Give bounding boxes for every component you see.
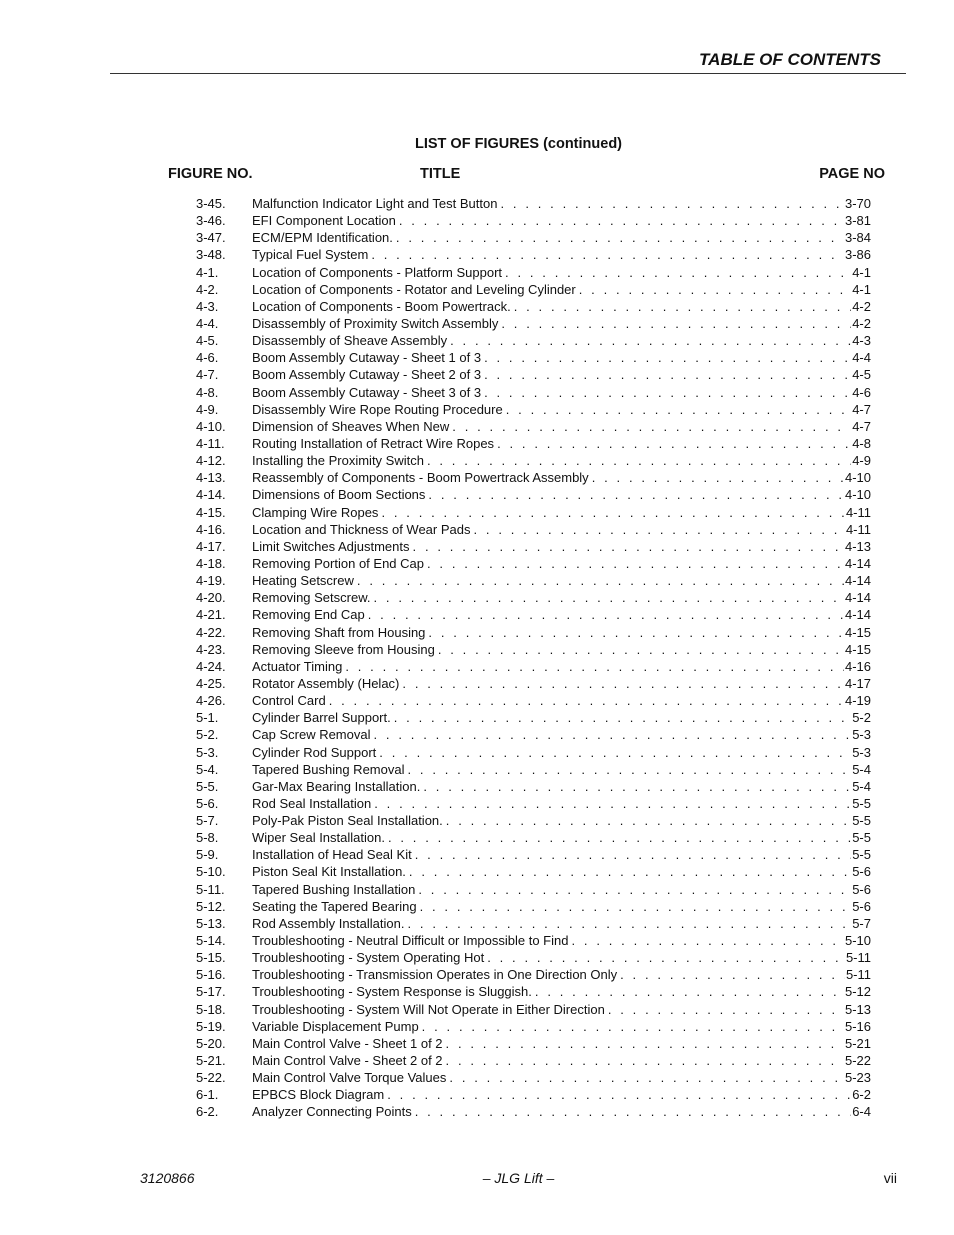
figure-title: Removing End Cap bbox=[252, 607, 365, 623]
dot-leader bbox=[481, 349, 851, 366]
figure-entry[interactable] bbox=[196, 1052, 871, 1069]
figure-page: 5-13 bbox=[844, 1001, 871, 1017]
figure-number: 4-25. bbox=[196, 675, 226, 691]
figure-number: 3-47. bbox=[196, 230, 226, 246]
figure-title: Installing the Proximity Switch bbox=[252, 453, 424, 469]
dot-leader bbox=[443, 812, 851, 829]
figure-title: Reassembly of Components - Boom Powertrack Assembly bbox=[252, 470, 589, 486]
figure-page: 4-19 bbox=[844, 693, 871, 709]
figure-number: 4-19. bbox=[196, 573, 226, 589]
dot-leader bbox=[365, 606, 844, 623]
figure-number: 5-19. bbox=[196, 1018, 226, 1034]
figure-entry[interactable] bbox=[196, 538, 871, 555]
figure-number: 5-2. bbox=[196, 727, 219, 743]
figure-entry[interactable] bbox=[196, 504, 871, 521]
dot-leader bbox=[342, 658, 844, 675]
list-title: LIST OF FIGURES (continued) bbox=[414, 136, 622, 152]
figure-title: Variable Displacement Pump bbox=[252, 1018, 419, 1034]
figure-entry[interactable] bbox=[196, 658, 871, 675]
figure-entry[interactable] bbox=[196, 521, 871, 538]
figure-title: Cylinder Barrel Support. bbox=[252, 710, 391, 726]
figure-page: 5-10 bbox=[844, 933, 871, 949]
figure-title: Boom Assembly Cutaway - Sheet 2 of 3 bbox=[252, 367, 482, 383]
figure-title: Installation of Head Seal Kit bbox=[252, 847, 412, 863]
dot-leader bbox=[532, 983, 844, 1000]
figure-entry[interactable] bbox=[196, 1001, 871, 1018]
dot-leader bbox=[371, 726, 852, 743]
figure-page: 4-14 bbox=[844, 607, 871, 623]
figure-title: Cylinder Rod Support bbox=[252, 744, 377, 760]
figure-entry[interactable] bbox=[196, 675, 871, 692]
figure-title: Limit Switches Adjustments bbox=[252, 538, 410, 554]
header-rule bbox=[110, 73, 906, 74]
figure-entry[interactable] bbox=[196, 915, 871, 932]
figure-title: Location and Thickness of Wear Pads bbox=[252, 521, 471, 537]
figure-number: 4-12. bbox=[196, 453, 226, 469]
figure-entry[interactable] bbox=[196, 418, 871, 435]
figure-number: 5-9. bbox=[196, 847, 219, 863]
figure-entry[interactable] bbox=[196, 452, 871, 469]
figure-title: EFI Component Location bbox=[252, 213, 396, 229]
dot-leader bbox=[393, 229, 844, 246]
figure-number: 4-16. bbox=[196, 521, 226, 537]
figure-entry[interactable] bbox=[196, 1069, 871, 1086]
figure-page: 4-2 bbox=[852, 315, 871, 331]
dot-leader bbox=[494, 435, 851, 452]
figure-title: Tapered Bushing Installation bbox=[252, 881, 416, 897]
figure-number: 4-2. bbox=[196, 281, 219, 297]
dot-leader bbox=[415, 881, 851, 898]
figure-entry[interactable] bbox=[196, 881, 871, 898]
figure-page: 4-10 bbox=[844, 487, 871, 503]
dot-leader bbox=[481, 384, 851, 401]
figure-entry[interactable] bbox=[196, 641, 871, 658]
figure-page: 5-23 bbox=[844, 1070, 871, 1086]
figure-page: 5-5 bbox=[852, 813, 871, 829]
figure-entry[interactable] bbox=[196, 401, 871, 418]
dot-leader bbox=[446, 1069, 844, 1086]
figure-number: 5-11. bbox=[196, 881, 225, 897]
figure-title: Location of Components - Platform Support bbox=[252, 264, 503, 280]
figure-entry[interactable] bbox=[196, 315, 871, 332]
figure-page: 5-5 bbox=[852, 830, 871, 846]
figure-entry[interactable] bbox=[196, 692, 871, 709]
figure-title: Disassembly of Proximity Switch Assembly bbox=[252, 315, 499, 331]
figure-entry[interactable] bbox=[196, 932, 871, 949]
figure-number: 4-23. bbox=[196, 641, 226, 657]
figure-number: 4-20. bbox=[196, 590, 226, 606]
figure-number: 4-5. bbox=[196, 333, 219, 349]
figure-entry[interactable] bbox=[196, 349, 871, 366]
dot-leader bbox=[497, 195, 843, 212]
figure-page: 4-11 bbox=[845, 521, 871, 537]
figure-number: 4-7. bbox=[196, 367, 219, 383]
figure-page: 4-5 bbox=[852, 367, 871, 383]
figure-page: 5-6 bbox=[852, 898, 871, 914]
figure-number: 4-8. bbox=[196, 384, 219, 400]
figure-title: Troubleshooting - Transmission Operates in One Direction Only bbox=[252, 967, 618, 983]
dot-leader bbox=[391, 709, 851, 726]
figure-entry[interactable] bbox=[196, 709, 871, 726]
figure-title: Main Control Valve - Sheet 1 of 2 bbox=[252, 1035, 443, 1051]
figure-title: Rod Seal Installation bbox=[252, 795, 372, 811]
figure-title: Tapered Bushing Removal bbox=[252, 761, 405, 777]
figure-entry[interactable] bbox=[196, 829, 871, 846]
figure-entry[interactable] bbox=[196, 726, 871, 743]
dot-leader bbox=[376, 744, 851, 761]
dot-leader bbox=[502, 264, 851, 281]
figure-page: 5-4 bbox=[852, 778, 871, 794]
figure-entry[interactable] bbox=[196, 229, 871, 246]
figure-number: 4-6. bbox=[196, 350, 219, 366]
figure-page: 4-15 bbox=[844, 624, 871, 640]
dot-leader bbox=[399, 675, 844, 692]
figure-entry[interactable] bbox=[196, 863, 871, 880]
dot-leader bbox=[410, 538, 844, 555]
dot-leader bbox=[470, 521, 844, 538]
figure-number: 5-18. bbox=[196, 1001, 226, 1017]
column-header-page-no: PAGE NO bbox=[819, 166, 885, 182]
dot-leader bbox=[589, 469, 844, 486]
figure-title: Troubleshooting - Neutral Difficult or Impossible to Find bbox=[252, 933, 569, 949]
figure-title: Dimension of Sheaves When New bbox=[252, 418, 450, 434]
figure-page: 4-4 bbox=[852, 350, 871, 366]
figure-title: Routing Installation of Retract Wire Ropes bbox=[252, 435, 495, 451]
dot-leader bbox=[425, 486, 844, 503]
figure-entry[interactable] bbox=[196, 812, 871, 829]
figure-page: 4-9 bbox=[852, 453, 871, 469]
figure-title: Control Card bbox=[252, 693, 326, 709]
figure-entry[interactable] bbox=[196, 898, 871, 915]
figure-entry[interactable] bbox=[196, 846, 871, 863]
figure-entry[interactable] bbox=[196, 589, 871, 606]
dot-leader bbox=[396, 212, 844, 229]
dot-leader bbox=[417, 898, 852, 915]
figure-entry[interactable] bbox=[196, 246, 871, 263]
figure-entry[interactable] bbox=[196, 744, 871, 761]
figure-entry[interactable] bbox=[196, 195, 871, 212]
figure-number: 4-4. bbox=[196, 315, 219, 331]
figure-title: Disassembly Wire Rope Routing Procedure bbox=[252, 401, 503, 417]
figure-number: 4-18. bbox=[196, 555, 226, 571]
dot-leader bbox=[576, 281, 851, 298]
figure-entry[interactable] bbox=[196, 795, 871, 812]
figure-number: 3-48. bbox=[196, 247, 226, 263]
figure-entry[interactable] bbox=[196, 966, 871, 983]
figure-title: Analyzer Connecting Points bbox=[252, 1104, 412, 1120]
figure-page: 4-17 bbox=[844, 675, 871, 691]
figure-title: EPBCS Block Diagram bbox=[252, 1087, 385, 1103]
figure-number: 5-10. bbox=[196, 864, 226, 880]
figure-title: Boom Assembly Cutaway - Sheet 3 of 3 bbox=[252, 384, 482, 400]
figure-entry[interactable] bbox=[196, 761, 871, 778]
figure-entry[interactable] bbox=[196, 332, 871, 349]
dot-leader bbox=[443, 1052, 844, 1069]
figure-number: 4-11. bbox=[196, 435, 225, 451]
figure-title: ECM/EPM Identification. bbox=[252, 230, 393, 246]
figure-number: 5-7. bbox=[196, 813, 219, 829]
figure-list bbox=[196, 195, 871, 1121]
column-header-title: TITLE bbox=[420, 166, 461, 182]
figure-page: 5-21 bbox=[844, 1035, 871, 1051]
figure-number: 5-16. bbox=[196, 967, 226, 983]
figure-title: Typical Fuel System bbox=[252, 247, 369, 263]
dot-leader bbox=[511, 298, 852, 315]
figure-title: Heating Setscrew bbox=[252, 573, 354, 589]
dot-leader bbox=[503, 401, 851, 418]
figure-number: 5-21. bbox=[196, 1053, 226, 1069]
figure-page: 6-2 bbox=[852, 1087, 871, 1103]
footer-page-number: vii bbox=[883, 1170, 897, 1186]
figure-number: 3-45. bbox=[196, 196, 226, 211]
dot-leader bbox=[435, 641, 844, 658]
figure-title: Clamping Wire Ropes bbox=[252, 504, 379, 520]
figure-page: 5-5 bbox=[852, 795, 871, 811]
dot-leader bbox=[617, 966, 845, 983]
footer-doc-number: 3120866 bbox=[140, 1170, 195, 1186]
figure-title: Rod Assembly Installation. bbox=[252, 915, 405, 931]
figure-title: Cap Screw Removal bbox=[252, 727, 371, 743]
figure-entry[interactable] bbox=[196, 572, 871, 589]
dot-leader bbox=[412, 846, 851, 863]
figure-number: 5-5. bbox=[196, 778, 219, 794]
figure-page: 5-11 bbox=[845, 950, 871, 966]
figure-page: 4-14 bbox=[844, 590, 871, 606]
figure-entry[interactable] bbox=[196, 264, 871, 281]
dot-leader bbox=[419, 1018, 844, 1035]
figure-page: 3-86 bbox=[844, 247, 871, 263]
figure-number: 5-8. bbox=[196, 830, 219, 846]
figure-page: 6-4 bbox=[852, 1104, 871, 1120]
figure-title: Troubleshooting - System Will Not Operate in Either Direction bbox=[252, 1001, 605, 1017]
figure-page: 4-1 bbox=[852, 264, 871, 280]
figure-page: 3-70 bbox=[844, 196, 871, 211]
figure-number: 5-22. bbox=[196, 1070, 226, 1086]
figure-entry[interactable] bbox=[196, 1018, 871, 1035]
column-header-figure-no: FIGURE NO. bbox=[168, 166, 253, 182]
dot-leader bbox=[498, 315, 851, 332]
figure-number: 5-4. bbox=[196, 761, 219, 777]
figure-page: 5-16 bbox=[844, 1018, 871, 1034]
figure-number: 4-9. bbox=[196, 401, 219, 417]
figure-number: 5-15. bbox=[196, 950, 226, 966]
dot-leader bbox=[371, 795, 851, 812]
figure-number: 3-46. bbox=[196, 213, 226, 229]
figure-page: 4-10 bbox=[844, 470, 871, 486]
dot-leader bbox=[424, 452, 851, 469]
figure-title: Gar-Max Bearing Installation. bbox=[252, 778, 421, 794]
figure-number: 5-13. bbox=[196, 915, 226, 931]
figure-entry[interactable] bbox=[196, 384, 871, 401]
figure-page: 5-4 bbox=[852, 761, 871, 777]
figure-title: Poly-Pak Piston Seal Installation. bbox=[252, 813, 443, 829]
page-header-title: TABLE OF CONTENTS bbox=[699, 50, 881, 69]
figure-page: 4-8 bbox=[852, 435, 871, 451]
figure-number: 4-14. bbox=[196, 487, 226, 503]
figure-entry[interactable] bbox=[196, 949, 871, 966]
figure-number: 4-24. bbox=[196, 658, 226, 674]
figure-entry[interactable] bbox=[196, 1086, 871, 1103]
figure-page: 4-2 bbox=[852, 298, 871, 314]
figure-entry[interactable] bbox=[196, 778, 871, 795]
figure-entry[interactable] bbox=[196, 281, 871, 298]
figure-page: 4-7 bbox=[852, 418, 871, 434]
dot-leader bbox=[449, 418, 851, 435]
figure-number: 5-17. bbox=[196, 984, 226, 1000]
figure-number: 4-17. bbox=[196, 538, 226, 554]
figure-title: Troubleshooting - System Operating Hot bbox=[252, 950, 485, 966]
figure-title: Actuator Timing bbox=[252, 658, 343, 674]
figure-title: Removing Portion of End Cap bbox=[252, 555, 424, 571]
figure-number: 5-1. bbox=[196, 710, 219, 726]
figure-number: 4-21. bbox=[196, 607, 226, 623]
figure-entry[interactable] bbox=[196, 555, 871, 572]
figure-page: 4-1 bbox=[852, 281, 871, 297]
figure-entry[interactable] bbox=[196, 366, 871, 383]
figure-number: 4-26. bbox=[196, 693, 226, 709]
figure-page: 4-14 bbox=[844, 573, 871, 589]
figure-title: Dimensions of Boom Sections bbox=[252, 487, 426, 503]
figure-page: 4-16 bbox=[844, 658, 871, 674]
figure-title: Malfunction Indicator Light and Test Button bbox=[252, 196, 498, 211]
figure-page: 5-3 bbox=[852, 727, 871, 743]
dot-leader bbox=[568, 932, 843, 949]
dot-leader bbox=[385, 829, 851, 846]
footer-brand: – JLG Lift – bbox=[482, 1170, 555, 1186]
figure-title: Removing Sleeve from Housing bbox=[252, 641, 435, 657]
figure-title: Location of Components - Rotator and Leveling Cylinder bbox=[252, 281, 576, 297]
figure-page: 5-12 bbox=[844, 984, 871, 1000]
figure-title: Boom Assembly Cutaway - Sheet 1 of 3 bbox=[252, 350, 482, 366]
figure-number: 5-6. bbox=[196, 795, 219, 811]
dot-leader bbox=[404, 915, 851, 932]
dot-leader bbox=[368, 246, 844, 263]
figure-entry[interactable] bbox=[196, 298, 871, 315]
figure-page: 3-81 bbox=[844, 213, 871, 229]
dot-leader bbox=[404, 761, 851, 778]
dot-leader bbox=[406, 863, 851, 880]
figure-page: 5-6 bbox=[852, 881, 871, 897]
figure-page: 4-7 bbox=[852, 401, 871, 417]
figure-page: 5-5 bbox=[852, 847, 871, 863]
figure-page: 4-3 bbox=[852, 333, 871, 349]
figure-entry[interactable] bbox=[196, 983, 871, 1000]
dot-leader bbox=[420, 778, 851, 795]
figure-number: 5-12. bbox=[196, 898, 226, 914]
figure-title: Troubleshooting - System Response is Sluggish. bbox=[252, 984, 532, 1000]
figure-entry[interactable] bbox=[196, 486, 871, 503]
figure-number: 4-13. bbox=[196, 470, 226, 486]
dot-leader bbox=[447, 332, 851, 349]
dot-leader bbox=[371, 589, 844, 606]
dot-leader bbox=[354, 572, 844, 589]
figure-number: 6-1. bbox=[196, 1087, 219, 1103]
figure-title: Seating the Tapered Bearing bbox=[252, 898, 417, 914]
figure-title: Location of Components - Boom Powertrack. bbox=[252, 298, 511, 314]
dot-leader bbox=[484, 949, 845, 966]
figure-page: 5-2 bbox=[852, 710, 871, 726]
figure-entry[interactable] bbox=[196, 606, 871, 623]
figure-title: Wiper Seal Installation. bbox=[252, 830, 385, 846]
figure-page: 4-14 bbox=[844, 555, 871, 571]
figure-number: 4-3. bbox=[196, 298, 219, 314]
figure-title: Main Control Valve Torque Values bbox=[252, 1070, 447, 1086]
figure-title: Rotator Assembly (Helac) bbox=[252, 675, 400, 691]
figure-page: 5-22 bbox=[844, 1053, 871, 1069]
figure-title: Main Control Valve - Sheet 2 of 2 bbox=[252, 1053, 443, 1069]
figure-title: Disassembly of Sheave Assembly bbox=[252, 333, 448, 349]
figure-number: 5-20. bbox=[196, 1035, 226, 1051]
figure-number: 4-15. bbox=[196, 504, 226, 520]
figure-title: Removing Shaft from Housing bbox=[252, 624, 426, 640]
figure-entry[interactable] bbox=[196, 212, 871, 229]
dot-leader bbox=[481, 366, 851, 383]
figure-page: 4-6 bbox=[852, 384, 871, 400]
dot-leader bbox=[412, 1103, 852, 1120]
figure-page: 5-6 bbox=[852, 864, 871, 880]
figure-number: 5-3. bbox=[196, 744, 219, 760]
figure-page: 4-15 bbox=[844, 641, 871, 657]
figure-entry[interactable] bbox=[196, 435, 871, 452]
figure-entry[interactable] bbox=[196, 624, 871, 641]
figure-page: 5-3 bbox=[852, 744, 871, 760]
figure-page: 4-11 bbox=[845, 504, 871, 520]
figure-entry[interactable] bbox=[196, 1103, 871, 1120]
figure-page: 3-84 bbox=[844, 230, 871, 246]
figure-number: 4-1. bbox=[196, 264, 219, 280]
figure-entry[interactable] bbox=[196, 469, 871, 486]
figure-number: 6-2. bbox=[196, 1104, 219, 1120]
figure-title: Removing Setscrew. bbox=[252, 590, 371, 606]
figure-page: 5-7 bbox=[852, 915, 871, 931]
dot-leader bbox=[384, 1086, 851, 1103]
figure-page: 4-13 bbox=[844, 538, 871, 554]
figure-entry[interactable] bbox=[196, 1035, 871, 1052]
dot-leader bbox=[605, 1001, 844, 1018]
dot-leader bbox=[443, 1035, 844, 1052]
figure-number: 4-22. bbox=[196, 624, 226, 640]
figure-number: 5-14. bbox=[196, 933, 226, 949]
dot-leader bbox=[378, 504, 845, 521]
dot-leader bbox=[424, 555, 844, 572]
dot-leader bbox=[326, 692, 844, 709]
figure-number: 4-10. bbox=[196, 418, 226, 434]
dot-leader bbox=[425, 624, 844, 641]
figure-page: 5-11 bbox=[845, 967, 871, 983]
figure-title: Piston Seal Kit Installation. bbox=[252, 864, 406, 880]
